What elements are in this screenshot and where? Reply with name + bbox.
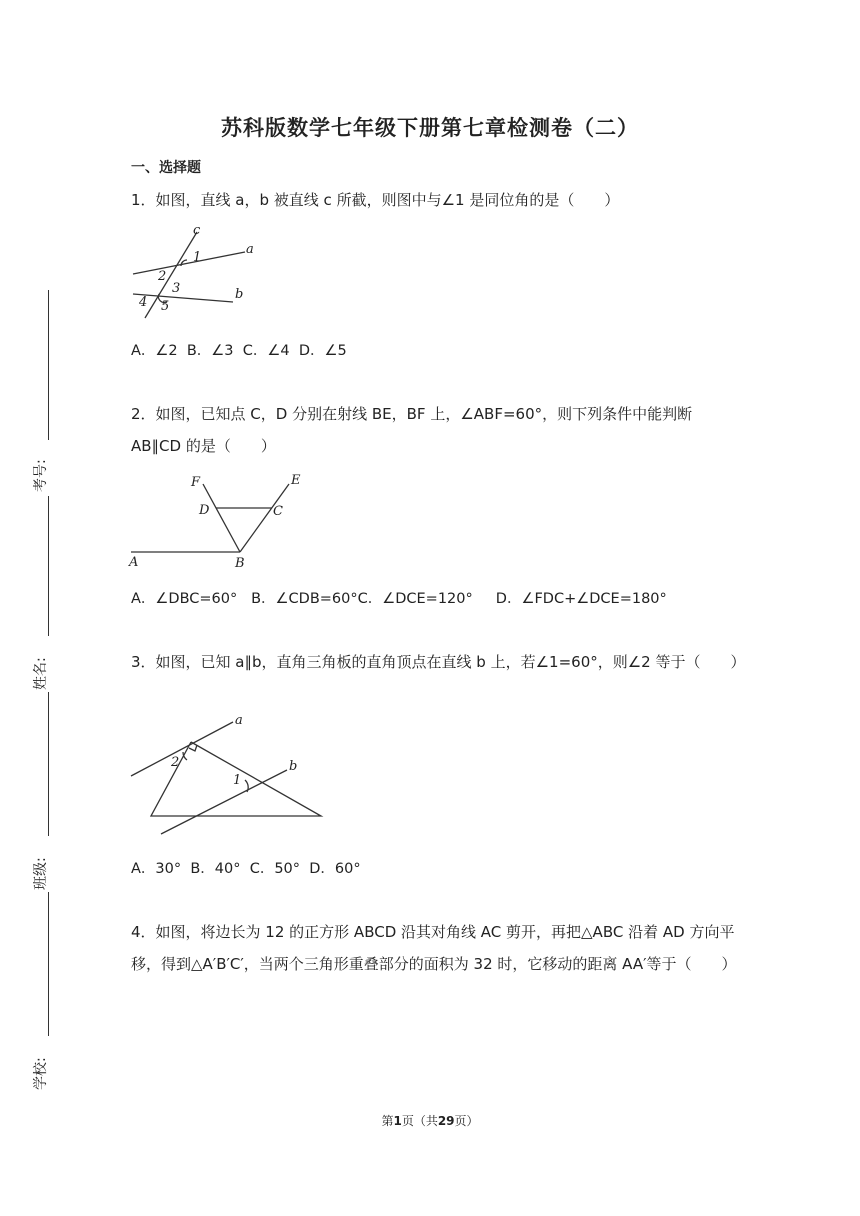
question-1-text: 1．如图，直线 a，b 被直线 c 所截，则图中与∠1 是同位角的是（ ） [131, 191, 620, 209]
label-a: A [129, 555, 139, 570]
label-e: E [291, 473, 301, 488]
label-1: 1 [233, 773, 242, 788]
footer-page-number: 1 [393, 1114, 402, 1128]
question-3-text: 3．如图，已知 a∥b，直角三角板的直角顶点在直线 b 上，若∠1=60°，则∠2 等于（ ） [131, 653, 746, 671]
label-2: 2 [171, 755, 180, 770]
footer-suffix: 页） [454, 1114, 479, 1128]
label-b: b [235, 287, 244, 302]
section-heading: 一、选择题 [131, 160, 201, 176]
line-b [161, 770, 287, 834]
margin-label-class: 班级: [33, 857, 49, 890]
label-4: 4 [139, 295, 148, 310]
question-3-options: A．30° B．40° C．50° D．60° [131, 861, 361, 877]
label-3: 3 [172, 281, 181, 296]
ray-bf [203, 484, 240, 552]
question-1-options: A．∠2 B．∠3 C．∠4 D．∠5 [131, 343, 347, 359]
right-angle-mark [189, 745, 197, 751]
question-1-figure [125, 222, 265, 322]
line-a [133, 252, 245, 274]
page-title: 苏科版数学七年级下册第七章检测卷（二） [221, 116, 639, 140]
margin-label-school: 学校: [33, 1057, 49, 1090]
footer-prefix: 第 [381, 1114, 394, 1128]
label-a: a [235, 713, 243, 728]
label-d: D [199, 503, 210, 518]
margin-label-exam-no: 考号: [33, 459, 49, 492]
label-c: C [273, 504, 283, 519]
question-2-text: 2．如图，已知点 C，D 分别在射线 BE，BF 上，∠ABF=60°，则下列条件中能判断 AB∥CD 的是（ ） [131, 405, 693, 455]
footer-mid: 页（共 [401, 1114, 438, 1128]
footer-total-pages: 29 [437, 1114, 455, 1128]
question-4-text: 4．如图，将边长为 12 的正方形 ABCD 沿其对角线 AC 剪开，再把△ABC 沿着 AD 方向平移，得到△A′B′C′，当两个三角形重叠部分的面积为 32 时，它移动的距离 AA′等于（ ） [131, 923, 737, 973]
line-c [145, 232, 197, 318]
label-f: F [191, 475, 201, 490]
label-b: b [289, 759, 298, 774]
label-b: B [235, 556, 245, 571]
question-2-figure [125, 468, 315, 572]
label-2: 2 [158, 269, 167, 284]
label-c: c [193, 223, 201, 238]
line-a [131, 722, 233, 776]
margin-label-name: 姓名: [33, 657, 49, 690]
label-5: 5 [161, 299, 170, 314]
page-footer [0, 1112, 860, 1129]
line-b [133, 294, 233, 302]
question-2-options: A．∠DBC=60° B．∠CDB=60°C．∠DCE=120° D．∠FDC+∠DCE=180° [131, 591, 667, 607]
label-a: a [246, 242, 254, 257]
label-1: 1 [193, 250, 202, 265]
question-3-figure [125, 712, 335, 842]
